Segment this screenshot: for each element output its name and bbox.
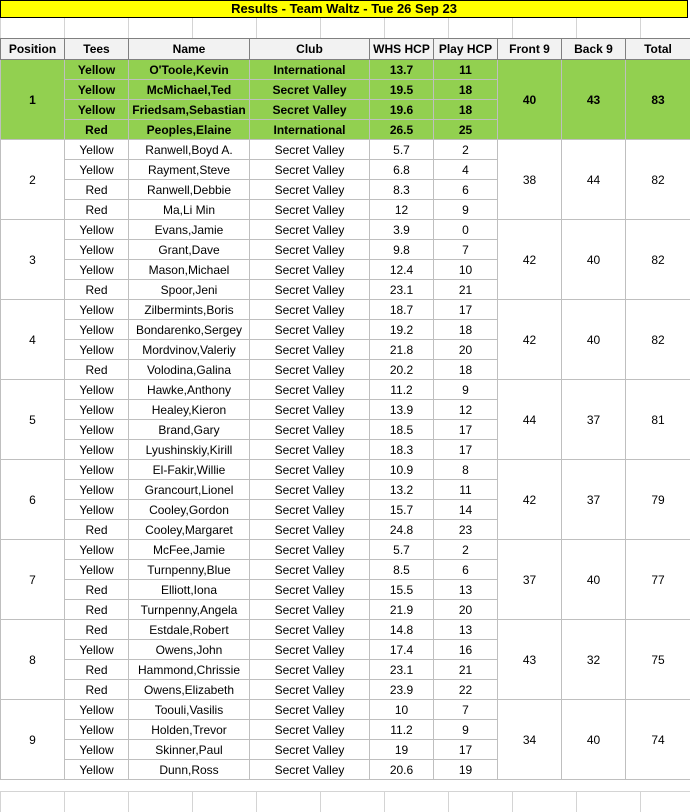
whs-hcp-cell[interactable]: 12.4 bbox=[370, 260, 434, 280]
back-9-cell[interactable]: 37 bbox=[562, 460, 626, 540]
whs-hcp-cell[interactable]: 20.2 bbox=[370, 360, 434, 380]
name-cell[interactable]: Holden,Trevor bbox=[129, 720, 250, 740]
front-9-cell[interactable]: 40 bbox=[498, 60, 562, 140]
tees-cell[interactable]: Yellow bbox=[65, 480, 129, 500]
whs-hcp-cell[interactable]: 5.7 bbox=[370, 540, 434, 560]
table-row bbox=[1, 620, 690, 640]
spreadsheet-gap-row bbox=[0, 18, 690, 38]
name-cell[interactable]: Elliott,Iona bbox=[129, 580, 250, 600]
name-cell[interactable]: Estdale,Robert bbox=[129, 620, 250, 640]
play-hcp-cell[interactable]: 17 bbox=[434, 440, 498, 460]
play-hcp-cell[interactable]: 6 bbox=[434, 180, 498, 200]
play-hcp-cell[interactable]: 20 bbox=[434, 600, 498, 620]
name-cell[interactable]: Grancourt,Lionel bbox=[129, 480, 250, 500]
back-9-cell[interactable]: 40 bbox=[562, 220, 626, 300]
front-9-cell[interactable]: 42 bbox=[498, 300, 562, 380]
play-hcp-cell[interactable]: 4 bbox=[434, 160, 498, 180]
club-cell[interactable]: International bbox=[250, 60, 370, 80]
whs-hcp-cell[interactable]: 26.5 bbox=[370, 120, 434, 140]
header-play-hcp[interactable]: Play HCP bbox=[434, 39, 498, 60]
play-hcp-cell[interactable]: 20 bbox=[434, 340, 498, 360]
play-hcp-cell[interactable]: 11 bbox=[434, 60, 498, 80]
total-cell[interactable]: 74 bbox=[626, 700, 690, 780]
name-cell[interactable]: Hammond,Chrissie bbox=[129, 660, 250, 680]
tees-cell[interactable]: Yellow bbox=[65, 420, 129, 440]
club-cell[interactable]: Secret Valley bbox=[250, 660, 370, 680]
club-cell[interactable]: Secret Valley bbox=[250, 140, 370, 160]
name-cell[interactable]: Owens,John bbox=[129, 640, 250, 660]
play-hcp-cell[interactable]: 18 bbox=[434, 80, 498, 100]
whs-hcp-cell[interactable]: 6.8 bbox=[370, 160, 434, 180]
club-cell[interactable]: Secret Valley bbox=[250, 260, 370, 280]
name-cell[interactable]: Skinner,Paul bbox=[129, 740, 250, 760]
results-table bbox=[0, 38, 690, 780]
whs-hcp-cell[interactable]: 19 bbox=[370, 740, 434, 760]
name-cell[interactable]: El-Fakir,Willie bbox=[129, 460, 250, 480]
team-group bbox=[1, 140, 690, 220]
club-cell[interactable]: Secret Valley bbox=[250, 500, 370, 520]
play-hcp-cell[interactable]: 23 bbox=[434, 520, 498, 540]
club-cell[interactable]: Secret Valley bbox=[250, 80, 370, 100]
whs-hcp-cell[interactable]: 10 bbox=[370, 700, 434, 720]
table-row bbox=[1, 60, 690, 80]
whs-hcp-cell[interactable]: 12 bbox=[370, 200, 434, 220]
team-group bbox=[1, 220, 690, 300]
total-cell[interactable]: 81 bbox=[626, 380, 690, 460]
position-cell[interactable]: 4 bbox=[1, 300, 65, 380]
name-cell[interactable]: O'Toole,Kevin bbox=[129, 60, 250, 80]
team-group bbox=[1, 620, 690, 700]
tees-cell[interactable]: Red bbox=[65, 580, 129, 600]
club-cell[interactable]: Secret Valley bbox=[250, 680, 370, 700]
club-cell[interactable]: Secret Valley bbox=[250, 320, 370, 340]
club-cell[interactable]: Secret Valley bbox=[250, 340, 370, 360]
table-row bbox=[1, 540, 690, 560]
tees-cell[interactable]: Yellow bbox=[65, 340, 129, 360]
whs-hcp-cell[interactable]: 3.9 bbox=[370, 220, 434, 240]
whs-hcp-cell[interactable]: 13.2 bbox=[370, 480, 434, 500]
name-cell[interactable]: Lyushinskiy,Kirill bbox=[129, 440, 250, 460]
tees-cell[interactable]: Yellow bbox=[65, 220, 129, 240]
table-row bbox=[1, 300, 690, 320]
header-club[interactable]: Club bbox=[250, 39, 370, 60]
play-hcp-cell[interactable]: 0 bbox=[434, 220, 498, 240]
tees-cell[interactable]: Yellow bbox=[65, 300, 129, 320]
whs-hcp-cell[interactable]: 15.7 bbox=[370, 500, 434, 520]
tees-cell[interactable]: Yellow bbox=[65, 100, 129, 120]
results-title: Results - Team Waltz - Tue 26 Sep 23 bbox=[0, 0, 688, 18]
table-row bbox=[1, 380, 690, 400]
front-9-cell[interactable]: 43 bbox=[498, 620, 562, 700]
name-cell[interactable]: Cooley,Gordon bbox=[129, 500, 250, 520]
tees-cell[interactable]: Red bbox=[65, 520, 129, 540]
whs-hcp-cell[interactable]: 21.9 bbox=[370, 600, 434, 620]
total-cell[interactable]: 83 bbox=[626, 60, 690, 140]
header-tees[interactable]: Tees bbox=[65, 39, 129, 60]
name-cell[interactable]: Grant,Dave bbox=[129, 240, 250, 260]
name-cell[interactable]: Turnpenny,Angela bbox=[129, 600, 250, 620]
play-hcp-cell[interactable]: 10 bbox=[434, 260, 498, 280]
table-row bbox=[1, 220, 690, 240]
header-total[interactable]: Total bbox=[626, 39, 690, 60]
name-cell[interactable]: Cooley,Margaret bbox=[129, 520, 250, 540]
tees-cell[interactable]: Yellow bbox=[65, 80, 129, 100]
club-cell[interactable]: Secret Valley bbox=[250, 640, 370, 660]
play-hcp-cell[interactable]: 11 bbox=[434, 480, 498, 500]
name-cell[interactable]: Mason,Michael bbox=[129, 260, 250, 280]
name-cell[interactable]: Friedsam,Sebastian bbox=[129, 100, 250, 120]
club-cell[interactable]: Secret Valley bbox=[250, 420, 370, 440]
position-cell[interactable]: 9 bbox=[1, 700, 65, 780]
back-9-cell[interactable]: 40 bbox=[562, 540, 626, 620]
table-row bbox=[1, 700, 690, 720]
position-cell[interactable]: 5 bbox=[1, 380, 65, 460]
tees-cell[interactable]: Yellow bbox=[65, 140, 129, 160]
header-row bbox=[1, 39, 690, 60]
play-hcp-cell[interactable]: 21 bbox=[434, 280, 498, 300]
tees-cell[interactable]: Yellow bbox=[65, 400, 129, 420]
tees-cell[interactable]: Red bbox=[65, 680, 129, 700]
club-cell[interactable]: Secret Valley bbox=[250, 160, 370, 180]
club-cell[interactable]: Secret Valley bbox=[250, 560, 370, 580]
play-hcp-cell[interactable]: 2 bbox=[434, 140, 498, 160]
tees-cell[interactable]: Yellow bbox=[65, 460, 129, 480]
team-group bbox=[1, 380, 690, 460]
tees-cell[interactable]: Yellow bbox=[65, 540, 129, 560]
front-9-cell[interactable]: 44 bbox=[498, 380, 562, 460]
team-group bbox=[1, 700, 690, 780]
play-hcp-cell[interactable]: 25 bbox=[434, 120, 498, 140]
whs-hcp-cell[interactable]: 23.1 bbox=[370, 280, 434, 300]
whs-hcp-cell[interactable]: 18.3 bbox=[370, 440, 434, 460]
header-back-9[interactable]: Back 9 bbox=[562, 39, 626, 60]
position-cell[interactable]: 1 bbox=[1, 60, 65, 140]
club-cell[interactable]: Secret Valley bbox=[250, 700, 370, 720]
name-cell[interactable]: Mordvinov,Valeriy bbox=[129, 340, 250, 360]
whs-hcp-cell[interactable]: 15.5 bbox=[370, 580, 434, 600]
club-cell[interactable]: Secret Valley bbox=[250, 620, 370, 640]
tees-cell[interactable]: Yellow bbox=[65, 380, 129, 400]
tees-cell[interactable]: Yellow bbox=[65, 160, 129, 180]
whs-hcp-cell[interactable]: 18.5 bbox=[370, 420, 434, 440]
play-hcp-cell[interactable]: 2 bbox=[434, 540, 498, 560]
club-cell[interactable]: Secret Valley bbox=[250, 480, 370, 500]
club-cell[interactable]: Secret Valley bbox=[250, 440, 370, 460]
total-cell[interactable]: 77 bbox=[626, 540, 690, 620]
club-cell[interactable]: Secret Valley bbox=[250, 180, 370, 200]
front-9-cell[interactable]: 37 bbox=[498, 540, 562, 620]
header-position[interactable]: Position bbox=[1, 39, 65, 60]
play-hcp-cell[interactable]: 22 bbox=[434, 680, 498, 700]
team-group bbox=[1, 460, 690, 540]
club-cell[interactable]: Secret Valley bbox=[250, 460, 370, 480]
club-cell[interactable]: Secret Valley bbox=[250, 200, 370, 220]
name-cell[interactable]: Bondarenko,Sergey bbox=[129, 320, 250, 340]
play-hcp-cell[interactable]: 18 bbox=[434, 320, 498, 340]
total-cell[interactable]: 75 bbox=[626, 620, 690, 700]
tees-cell[interactable]: Red bbox=[65, 620, 129, 640]
whs-hcp-cell[interactable]: 19.6 bbox=[370, 100, 434, 120]
whs-hcp-cell[interactable]: 24.8 bbox=[370, 520, 434, 540]
club-cell[interactable]: Secret Valley bbox=[250, 100, 370, 120]
back-9-cell[interactable]: 44 bbox=[562, 140, 626, 220]
whs-hcp-cell[interactable]: 21.8 bbox=[370, 340, 434, 360]
team-group bbox=[1, 60, 690, 140]
whs-hcp-cell[interactable]: 19.5 bbox=[370, 80, 434, 100]
whs-hcp-cell[interactable]: 20.6 bbox=[370, 760, 434, 780]
play-hcp-cell[interactable]: 17 bbox=[434, 300, 498, 320]
club-cell[interactable]: Secret Valley bbox=[250, 720, 370, 740]
play-hcp-cell[interactable]: 8 bbox=[434, 460, 498, 480]
club-cell[interactable]: Secret Valley bbox=[250, 760, 370, 780]
play-hcp-cell[interactable]: 21 bbox=[434, 660, 498, 680]
position-cell[interactable]: 7 bbox=[1, 540, 65, 620]
header-whs-hcp[interactable]: WHS HCP bbox=[370, 39, 434, 60]
back-9-cell[interactable]: 40 bbox=[562, 300, 626, 380]
tees-cell[interactable]: Red bbox=[65, 600, 129, 620]
tees-cell[interactable]: Yellow bbox=[65, 560, 129, 580]
name-cell[interactable]: McFee,Jamie bbox=[129, 540, 250, 560]
play-hcp-cell[interactable]: 7 bbox=[434, 700, 498, 720]
front-9-cell[interactable]: 38 bbox=[498, 140, 562, 220]
club-cell[interactable]: Secret Valley bbox=[250, 360, 370, 380]
whs-hcp-cell[interactable]: 8.3 bbox=[370, 180, 434, 200]
club-cell[interactable]: Secret Valley bbox=[250, 740, 370, 760]
team-group bbox=[1, 540, 690, 620]
play-hcp-cell[interactable]: 6 bbox=[434, 560, 498, 580]
whs-hcp-cell[interactable]: 11.2 bbox=[370, 380, 434, 400]
club-cell[interactable]: Secret Valley bbox=[250, 540, 370, 560]
play-hcp-cell[interactable]: 12 bbox=[434, 400, 498, 420]
name-cell[interactable]: Toouli,Vasilis bbox=[129, 700, 250, 720]
play-hcp-cell[interactable]: 9 bbox=[434, 200, 498, 220]
total-cell[interactable]: 79 bbox=[626, 460, 690, 540]
whs-hcp-cell[interactable]: 19.2 bbox=[370, 320, 434, 340]
whs-hcp-cell[interactable]: 11.2 bbox=[370, 720, 434, 740]
whs-hcp-cell[interactable]: 10.9 bbox=[370, 460, 434, 480]
table-row bbox=[1, 460, 690, 480]
whs-hcp-cell[interactable]: 5.7 bbox=[370, 140, 434, 160]
name-cell[interactable]: Ranwell,Debbie bbox=[129, 180, 250, 200]
club-cell[interactable]: Secret Valley bbox=[250, 400, 370, 420]
back-9-cell[interactable]: 40 bbox=[562, 700, 626, 780]
name-cell[interactable]: Owens,Elizabeth bbox=[129, 680, 250, 700]
total-cell[interactable]: 82 bbox=[626, 220, 690, 300]
tees-cell[interactable]: Yellow bbox=[65, 240, 129, 260]
play-hcp-cell[interactable]: 17 bbox=[434, 740, 498, 760]
tees-cell[interactable]: Yellow bbox=[65, 60, 129, 80]
tees-cell[interactable]: Red bbox=[65, 660, 129, 680]
front-9-cell[interactable]: 34 bbox=[498, 700, 562, 780]
club-cell[interactable]: Secret Valley bbox=[250, 220, 370, 240]
whs-hcp-cell[interactable]: 8.5 bbox=[370, 560, 434, 580]
name-cell[interactable]: McMichael,Ted bbox=[129, 80, 250, 100]
club-cell[interactable]: Secret Valley bbox=[250, 520, 370, 540]
club-cell[interactable]: International bbox=[250, 120, 370, 140]
play-hcp-cell[interactable]: 19 bbox=[434, 760, 498, 780]
name-cell[interactable]: Volodina,Galina bbox=[129, 360, 250, 380]
play-hcp-cell[interactable]: 14 bbox=[434, 500, 498, 520]
tees-cell[interactable]: Yellow bbox=[65, 260, 129, 280]
tees-cell[interactable]: Yellow bbox=[65, 640, 129, 660]
spreadsheet-empty-row bbox=[0, 791, 690, 812]
play-hcp-cell[interactable]: 7 bbox=[434, 240, 498, 260]
play-hcp-cell[interactable]: 18 bbox=[434, 360, 498, 380]
name-cell[interactable]: Turnpenny,Blue bbox=[129, 560, 250, 580]
name-cell[interactable]: Rayment,Steve bbox=[129, 160, 250, 180]
tees-cell[interactable]: Red bbox=[65, 360, 129, 380]
front-9-cell[interactable]: 42 bbox=[498, 460, 562, 540]
header-front-9[interactable]: Front 9 bbox=[498, 39, 562, 60]
play-hcp-cell[interactable]: 9 bbox=[434, 720, 498, 740]
whs-hcp-cell[interactable]: 23.1 bbox=[370, 660, 434, 680]
tees-cell[interactable]: Yellow bbox=[65, 760, 129, 780]
play-hcp-cell[interactable]: 13 bbox=[434, 620, 498, 640]
tees-cell[interactable]: Red bbox=[65, 280, 129, 300]
whs-hcp-cell[interactable]: 23.9 bbox=[370, 680, 434, 700]
name-cell[interactable]: Zilbermints,Boris bbox=[129, 300, 250, 320]
whs-hcp-cell[interactable]: 13.9 bbox=[370, 400, 434, 420]
name-cell[interactable]: Ma,Li Min bbox=[129, 200, 250, 220]
tees-cell[interactable]: Red bbox=[65, 120, 129, 140]
tees-cell[interactable]: Red bbox=[65, 200, 129, 220]
name-cell[interactable]: Evans,Jamie bbox=[129, 220, 250, 240]
name-cell[interactable]: Ranwell,Boyd A. bbox=[129, 140, 250, 160]
team-group bbox=[1, 300, 690, 380]
club-cell[interactable]: Secret Valley bbox=[250, 600, 370, 620]
name-cell[interactable]: Dunn,Ross bbox=[129, 760, 250, 780]
whs-hcp-cell[interactable]: 13.7 bbox=[370, 60, 434, 80]
whs-hcp-cell[interactable]: 17.4 bbox=[370, 640, 434, 660]
whs-hcp-cell[interactable]: 9.8 bbox=[370, 240, 434, 260]
play-hcp-cell[interactable]: 18 bbox=[434, 100, 498, 120]
tees-cell[interactable]: Yellow bbox=[65, 700, 129, 720]
play-hcp-cell[interactable]: 16 bbox=[434, 640, 498, 660]
club-cell[interactable]: Secret Valley bbox=[250, 240, 370, 260]
header-name[interactable]: Name bbox=[129, 39, 250, 60]
club-cell[interactable]: Secret Valley bbox=[250, 580, 370, 600]
position-cell[interactable]: 8 bbox=[1, 620, 65, 700]
name-cell[interactable]: Brand,Gary bbox=[129, 420, 250, 440]
whs-hcp-cell[interactable]: 14.8 bbox=[370, 620, 434, 640]
tees-cell[interactable]: Yellow bbox=[65, 740, 129, 760]
position-cell[interactable]: 6 bbox=[1, 460, 65, 540]
name-cell[interactable]: Peoples,Elaine bbox=[129, 120, 250, 140]
name-cell[interactable]: Hawke,Anthony bbox=[129, 380, 250, 400]
club-cell[interactable]: Secret Valley bbox=[250, 380, 370, 400]
tees-cell[interactable]: Red bbox=[65, 180, 129, 200]
tees-cell[interactable]: Yellow bbox=[65, 320, 129, 340]
total-cell[interactable]: 82 bbox=[626, 300, 690, 380]
club-cell[interactable]: Secret Valley bbox=[250, 280, 370, 300]
play-hcp-cell[interactable]: 13 bbox=[434, 580, 498, 600]
play-hcp-cell[interactable]: 9 bbox=[434, 380, 498, 400]
name-cell[interactable]: Spoor,Jeni bbox=[129, 280, 250, 300]
tees-cell[interactable]: Yellow bbox=[65, 440, 129, 460]
back-9-cell[interactable]: 43 bbox=[562, 60, 626, 140]
total-cell[interactable]: 82 bbox=[626, 140, 690, 220]
club-cell[interactable]: Secret Valley bbox=[250, 300, 370, 320]
name-cell[interactable]: Healey,Kieron bbox=[129, 400, 250, 420]
play-hcp-cell[interactable]: 17 bbox=[434, 420, 498, 440]
front-9-cell[interactable]: 42 bbox=[498, 220, 562, 300]
position-cell[interactable]: 2 bbox=[1, 140, 65, 220]
whs-hcp-cell[interactable]: 18.7 bbox=[370, 300, 434, 320]
position-cell[interactable]: 3 bbox=[1, 220, 65, 300]
back-9-cell[interactable]: 32 bbox=[562, 620, 626, 700]
tees-cell[interactable]: Yellow bbox=[65, 720, 129, 740]
table-row bbox=[1, 140, 690, 160]
back-9-cell[interactable]: 37 bbox=[562, 380, 626, 460]
tees-cell[interactable]: Yellow bbox=[65, 500, 129, 520]
